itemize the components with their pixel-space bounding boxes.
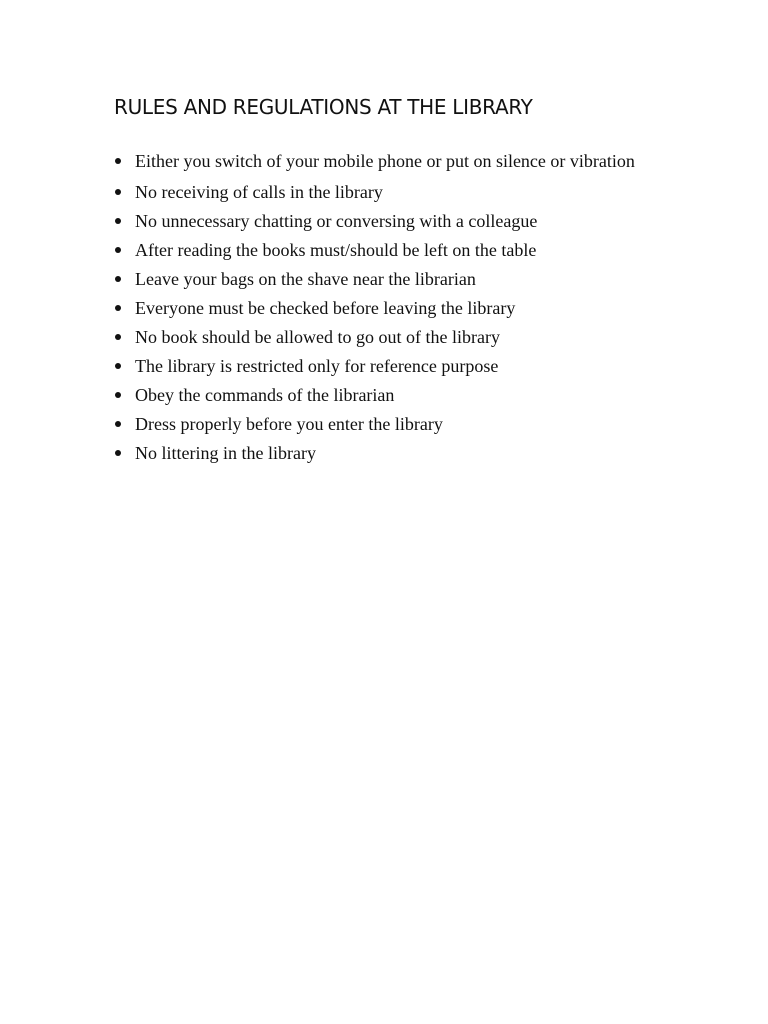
bullet-icon xyxy=(115,334,121,340)
bullet-icon xyxy=(115,450,121,456)
list-item xyxy=(114,325,644,349)
bullet-icon xyxy=(115,421,121,427)
list-item xyxy=(114,148,644,175)
rule-text: Leave your bags on the shave near the librarian xyxy=(135,269,476,289)
rule-text: Dress properly before you enter the library xyxy=(135,414,443,434)
rule-text: The library is restricted only for reference purpose xyxy=(135,356,499,376)
bullet-icon xyxy=(115,363,121,369)
bullet-icon xyxy=(115,392,121,398)
list-item xyxy=(114,383,644,407)
list-item xyxy=(114,267,644,291)
rule-text: Obey the commands of the librarian xyxy=(135,385,395,405)
list-item xyxy=(114,238,644,262)
list-item xyxy=(114,180,644,204)
bullet-icon xyxy=(115,247,121,253)
list-item xyxy=(114,412,644,436)
document-title: RULES AND REGULATIONS AT THE LIBRARY xyxy=(114,95,533,119)
bullet-icon xyxy=(115,218,121,224)
rule-text: No unnecessary chatting or conversing with a colleague xyxy=(135,211,538,231)
bullet-icon xyxy=(115,189,121,195)
rule-text: After reading the books must/should be left on the table xyxy=(135,240,537,260)
rules-list xyxy=(114,148,644,470)
list-item xyxy=(114,441,644,465)
list-item xyxy=(114,209,644,233)
list-item xyxy=(114,354,644,378)
rule-text: No receiving of calls in the library xyxy=(135,182,383,202)
rule-text: Either you switch of your mobile phone or put on silence or vibration xyxy=(135,151,635,171)
list-item xyxy=(114,296,644,320)
rule-text: Everyone must be checked before leaving the library xyxy=(135,298,516,318)
rule-text: No littering in the library xyxy=(135,443,316,463)
bullet-icon xyxy=(115,305,121,311)
bullet-icon xyxy=(115,276,121,282)
bullet-icon xyxy=(115,158,121,164)
rule-text: No book should be allowed to go out of the library xyxy=(135,327,500,347)
